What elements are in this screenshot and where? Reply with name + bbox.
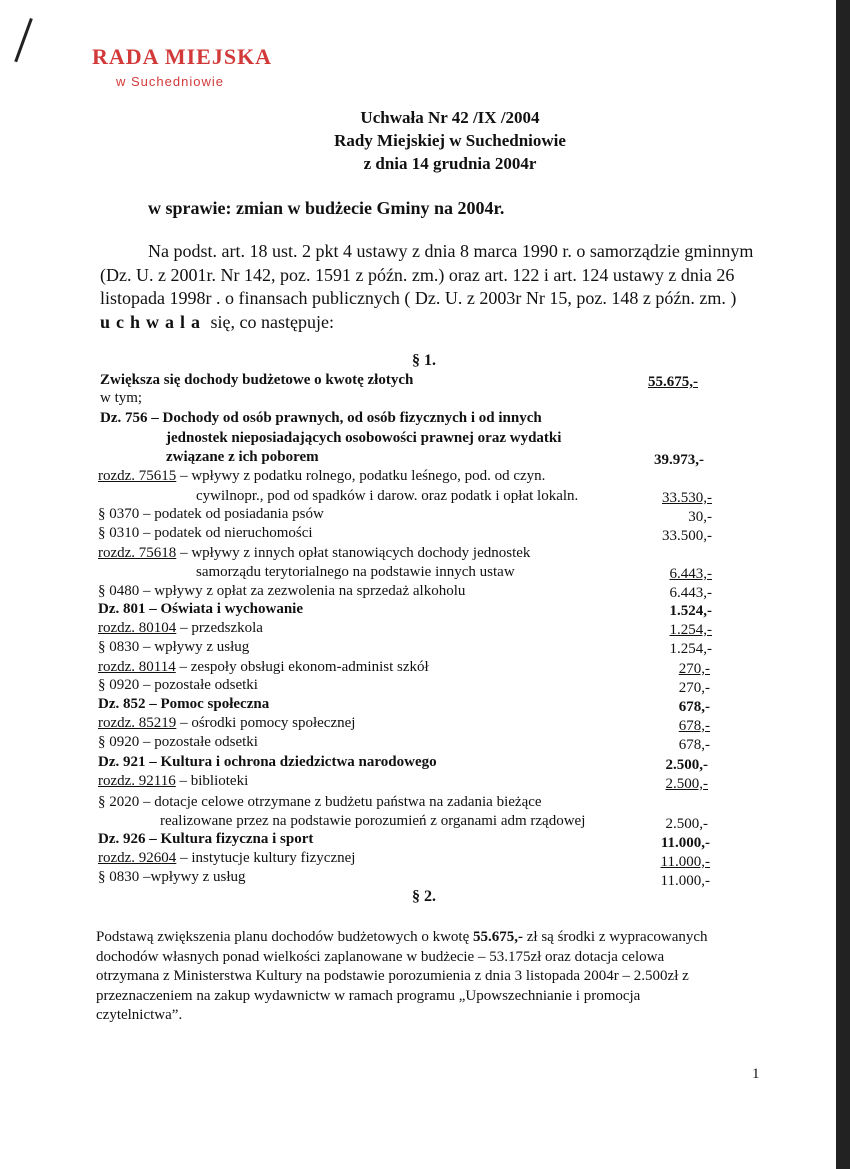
chapter-92604-amount: 11.000,- — [660, 854, 710, 870]
para-0480: § 0480 – wpływy z opłat za zezwolenia na sprzedaż alkoholu — [98, 583, 466, 599]
chapter-text: – ośrodki pomocy społecznej — [180, 715, 356, 731]
chapter-text: – wpływy z podatku rolnego, podatku leśnego, pod. od czyn. — [180, 468, 546, 484]
resolves-word: uchwala — [100, 311, 207, 332]
para-0310-amount: 33.500,- — [662, 528, 712, 544]
handwritten-slash — [14, 18, 33, 62]
division-756-line-3: związane z ich poborem — [166, 449, 319, 465]
chapter-80104 — [98, 620, 263, 637]
chapter-80104-amount: 1.254,- — [669, 622, 712, 638]
stamp-subtitle: w Suchedniowie — [116, 74, 224, 89]
section-2-label: § 2. — [412, 888, 436, 905]
section-2-amount: 55.675,- — [473, 929, 523, 945]
page-number: 1 — [752, 1066, 760, 1082]
para-2020-amount: 2.500,- — [665, 816, 708, 832]
in-this-label: w tym; — [100, 390, 143, 406]
para-0370: § 0370 – podatek od posiadania psów — [98, 506, 324, 522]
division-756-amount: 39.973,- — [654, 452, 704, 468]
total-increase-amount: 55.675,- — [648, 374, 698, 390]
chapter-80114-amount: 270,- — [678, 661, 710, 677]
division-921-amount: 2.500,- — [665, 757, 708, 773]
chapter-code: rozdz. 80104 — [98, 620, 177, 636]
chapter-80114 — [98, 659, 429, 676]
para-0370-amount: 30,- — [688, 509, 712, 525]
chapter-code: rozdz. 92116 — [98, 773, 176, 789]
resolution-number: Uchwała Nr 42 /IX /2004 — [360, 108, 540, 127]
para-2020-line-1: § 2020 – dotacje celowe otrzymane z budżetu państwa na zadania bieżące — [98, 794, 542, 810]
chapter-75615-line-2: cywilnopr., pod od spadków i darow. oraz podatk i opłat lokaln. — [196, 488, 579, 504]
division-852-amount: 678,- — [678, 699, 710, 715]
chapter-code: rozdz. 80114 — [98, 659, 176, 675]
chapter-code: rozdz. 75618 — [98, 545, 177, 561]
chapter-92116 — [98, 773, 248, 790]
chapter-75618-line-1 — [98, 545, 530, 562]
chapter-85219-amount: 678,- — [678, 718, 710, 734]
chapter-text: – instytucje kultury fizycznej — [180, 850, 356, 866]
legal-basis-end: się, co następuje: — [210, 311, 334, 332]
para-0920-a: § 0920 – pozostałe odsetki — [98, 677, 258, 693]
division-756-line-2: jednostek nieposiadających osobowości prawnej oraz wydatki — [166, 430, 562, 446]
section-2-text-a: Podstawą zwiększenia planu dochodów budżetowych o kwotę — [96, 929, 473, 945]
chapter-92604 — [98, 850, 355, 867]
resolution-subject: w sprawie: zmian w budżecie Gminy na 2004r. — [148, 198, 505, 218]
division-801: Dz. 801 – Oświata i wychowanie — [98, 601, 303, 617]
para-0830-b: § 0830 –wpływy z usług — [98, 869, 246, 885]
division-801-amount: 1.524,- — [669, 603, 712, 619]
chapter-text: – biblioteki — [179, 773, 249, 789]
division-921: Dz. 921 – Kultura i ochrona dziedzictwa narodowego — [98, 754, 437, 770]
para-0310: § 0310 – podatek od nieruchomości — [98, 525, 313, 541]
chapter-75615-line-1 — [98, 468, 545, 485]
stamp-title: RADA MIEJSKA — [92, 44, 273, 69]
para-0920-b-amount: 678,- — [678, 737, 710, 753]
para-0830-amount: 1.254,- — [669, 641, 712, 657]
para-0480-amount: 6.443,- — [669, 585, 712, 601]
section-2-text-b: zł są środki z wypracowanych dochodów własnych ponad wielkości zaplanowane w budżecie – 53.175zł oraz dotacja celowa otrzymana z Ministerstwa Kultury na podstawie porozumienia z dnia 3 listopada 2004r – 2.500zł z przeznaczeniem na zakup wydawnictw w ramach programu „Upowszechnianie i promocja czytelnictwa”. — [96, 929, 708, 1023]
division-926: Dz. 926 – Kultura fizyczna i sport — [98, 831, 314, 847]
chapter-75618-line-2: samorządu terytorialnego na podstawie innych ustaw — [196, 564, 515, 580]
division-756-line-1: Dz. 756 – Dochody od osób prawnych, od osób fizycznych i od innych — [100, 410, 542, 426]
chapter-92116-amount: 2.500,- — [665, 776, 708, 792]
division-852: Dz. 852 – Pomoc społeczna — [98, 696, 270, 712]
resolution-issuer: Rady Miejskiej w Suchedniowie — [334, 131, 566, 150]
section-2-paragraph — [96, 928, 716, 1026]
para-0830: § 0830 – wpływy z usług — [98, 639, 250, 655]
total-increase-label: Zwiększa się dochody budżetowe o kwotę złotych — [100, 372, 414, 388]
para-2020-line-2: realizowane przez na podstawie porozumień z organami adm rządowej — [160, 813, 586, 829]
chapter-75618-amount: 6.443,- — [669, 566, 712, 582]
section-1-label: § 1. — [412, 352, 436, 369]
chapter-code: rozdz. 92604 — [98, 850, 177, 866]
para-0920-b: § 0920 – pozostałe odsetki — [98, 734, 258, 750]
chapter-text: – wpływy z innych opłat stanowiących dochody jednostek — [180, 545, 531, 561]
chapter-75615-amount: 33.530,- — [662, 490, 712, 506]
division-926-amount: 11.000,- — [660, 835, 710, 851]
legal-basis-paragraph — [100, 240, 760, 334]
legal-basis-text: Na podst. art. 18 ust. 2 pkt 4 ustawy z dnia 8 marca 1990 r. o samorządzie gminnym (Dz. U. z 2001r. Nr 142, poz. 1591 z późn. zm.) oraz art. 122 i art. 124 ustawy z dnia 26 listopada 1998r . o finansach publicznych ( Dz. U. z 2003r Nr 15, poz. 148 z późn. zm. ) — [100, 241, 754, 308]
chapter-code: rozdz. 85219 — [98, 715, 177, 731]
chapter-85219 — [98, 715, 355, 732]
para-0920-a-amount: 270,- — [678, 680, 710, 696]
resolution-date: z dnia 14 grudnia 2004r — [363, 154, 537, 173]
para-0830-b-amount: 11.000,- — [660, 873, 710, 889]
scan-edge — [836, 0, 850, 1169]
chapter-text: – przedszkola — [180, 620, 263, 636]
chapter-text: – zespoły obsługi ekonom-administ szkół — [179, 659, 429, 675]
chapter-code: rozdz. 75615 — [98, 468, 177, 484]
